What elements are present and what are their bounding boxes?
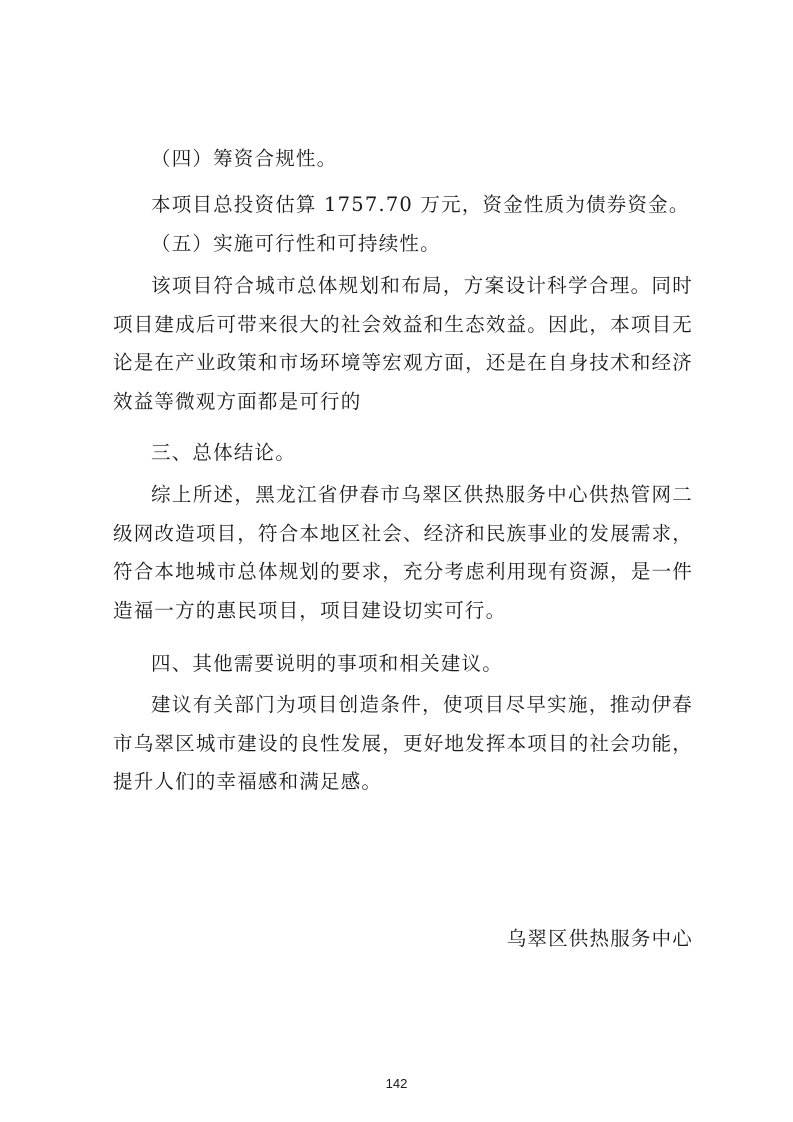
signature-organization: 乌翠区供热服务中心	[506, 927, 693, 950]
overall-conclusion-heading: 三、总体结论。	[151, 441, 296, 464]
other-notes-body: 建议有关部门为项目创造条件，使项目尽早实施，推动伊春市乌翠区城市建设的良性发展，更好地发挥本项目的社会功能，提升人们的幸福感和满足感。	[113, 693, 693, 793]
feasibility-body: 该项目符合城市总体规划和布局，方案设计科学合理。同时项目建成后可带来很大的社会效益和生态效益。因此，本项目无论是在产业政策和市场环境等宏观方面，还是在自身技术和经济效益等微观方面都是可行的	[113, 274, 693, 413]
feasibility-heading: （五）实施可行性和可持续性。	[151, 232, 441, 255]
page-number: 142	[385, 1076, 408, 1091]
overall-conclusion-body: 综上所述，黑龙江省伊春市乌翠区供热服务中心供热管网二级网改造项目，符合本地区社会、经济和民族事业的发展需求，符合本地城市总体规划的要求，充分考虑利用现有资源，是一件造福一方的惠民项目，项目建设切实可行。	[113, 483, 693, 622]
other-notes-heading: 四、其他需要说明的事项和相关建议。	[151, 652, 503, 675]
funding-compliance-body: 本项目总投资估算 1757.70 万元，资金性质为债券资金。	[151, 193, 690, 216]
funding-compliance-heading: （四）筹资合规性。	[151, 147, 338, 170]
